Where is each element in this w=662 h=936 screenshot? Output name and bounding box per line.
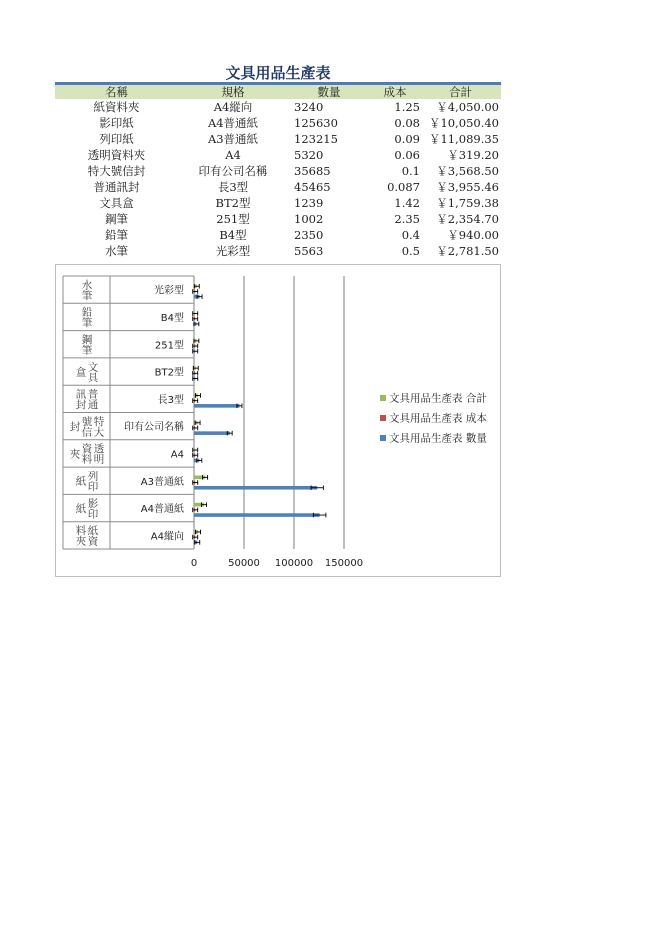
category-group-label: 號信 xyxy=(80,415,93,437)
cell-total: ￥2,354.70 xyxy=(436,212,499,226)
table-row xyxy=(55,115,501,131)
bar-quantity xyxy=(194,486,317,490)
cell-spec: B4型 xyxy=(219,228,247,242)
sheet-title: 文具用品生產表 xyxy=(225,64,331,82)
chart-area xyxy=(55,264,501,577)
header-name: 名稱 xyxy=(55,85,178,99)
header-cost: 成本 xyxy=(370,85,420,99)
cell-quantity: 1002 xyxy=(294,212,324,226)
category-tick-label: 光彩型 xyxy=(154,285,184,297)
cell-quantity: 125630 xyxy=(294,116,338,130)
category-group-label: 資料 xyxy=(80,442,93,464)
cell-spec: A4 xyxy=(225,148,241,162)
legend-label: 文具用品生產表 成本 xyxy=(389,412,487,425)
cell-cost: 1.42 xyxy=(394,196,420,210)
cell-spec: BT2型 xyxy=(215,196,251,210)
table-row xyxy=(55,243,501,259)
bar-quantity xyxy=(194,404,239,408)
legend-label: 文具用品生產表 數量 xyxy=(389,432,487,445)
category-group-label: 紙資 xyxy=(86,524,99,546)
category-group-label: 影印 xyxy=(86,497,99,519)
category-group-label: 夾 xyxy=(68,448,81,459)
header-quantity: 數量 xyxy=(288,85,370,99)
cell-spec: 印有公司名稱 xyxy=(198,164,268,178)
cell-total: ￥11,089.35 xyxy=(428,132,499,146)
category-tick-label: BT2型 xyxy=(154,367,184,379)
cell-name: 特大號信封 xyxy=(87,164,146,178)
cell-name: 水筆 xyxy=(105,244,128,258)
table-row xyxy=(55,99,501,115)
cell-total: ￥3,568.50 xyxy=(436,164,499,178)
cell-total: ￥2,781.50 xyxy=(436,244,499,258)
category-group-label: 封 xyxy=(68,420,81,432)
cell-spec: A3普通紙 xyxy=(207,132,259,146)
x-tick-label: 0 xyxy=(190,558,198,569)
cell-total: ￥10,050.40 xyxy=(428,116,499,130)
category-group-label: 鋼筆 xyxy=(80,333,93,355)
category-group-label: 鉛筆 xyxy=(80,306,93,328)
cell-cost: 0.1 xyxy=(401,164,420,178)
category-group-label: 紙 xyxy=(74,475,87,486)
table-row xyxy=(55,131,501,147)
header-spec: 規格 xyxy=(178,85,288,99)
cell-name: 紙資料夾 xyxy=(93,100,140,114)
category-tick-label: 印有公司名稱 xyxy=(124,422,184,434)
category-group-label: 文具 xyxy=(86,361,99,383)
category-group-label: 透明 xyxy=(92,442,105,464)
table-row xyxy=(55,211,501,227)
legend-swatch xyxy=(380,395,386,401)
cell-name: 鋼筆 xyxy=(105,212,128,226)
cell-name: 透明資料夾 xyxy=(87,148,146,162)
table-row xyxy=(55,227,501,243)
cell-name: 普通訊封 xyxy=(93,180,140,194)
table-row xyxy=(55,163,501,179)
category-tick-label: A3普通紙 xyxy=(140,476,184,488)
category-tick-label: A4普通紙 xyxy=(140,504,184,516)
cell-spec: 251型 xyxy=(216,212,250,226)
table-row xyxy=(55,179,501,195)
cell-cost: 0.5 xyxy=(401,244,420,258)
cell-quantity: 5563 xyxy=(294,244,324,258)
cell-total: ￥4,050.00 xyxy=(436,100,499,114)
cell-cost: 0.06 xyxy=(394,148,420,162)
x-tick-label: 50000 xyxy=(228,558,260,569)
cell-spec: 長3型 xyxy=(217,180,249,194)
cell-spec: A4縱向 xyxy=(213,100,253,114)
x-tick-label: 150000 xyxy=(324,558,364,569)
cell-name: 影印紙 xyxy=(99,116,134,130)
legend-swatch xyxy=(380,435,386,441)
cell-total: ￥319.20 xyxy=(447,148,499,162)
cell-cost: 0.08 xyxy=(394,116,420,130)
cell-name: 文具盒 xyxy=(99,196,134,210)
category-tick-label: A4縱向 xyxy=(150,531,184,543)
cell-spec: A4普通紙 xyxy=(207,116,259,130)
bar-chart xyxy=(56,265,500,576)
category-group-label: 列印 xyxy=(86,470,99,492)
cell-total: ￥1,759.38 xyxy=(436,196,499,210)
legend-label: 文具用品生產表 合計 xyxy=(389,392,487,405)
cell-quantity: 3240 xyxy=(294,100,324,114)
bar-quantity xyxy=(194,431,230,435)
cell-quantity: 45465 xyxy=(294,180,331,194)
cell-total: ￥940.00 xyxy=(447,228,499,242)
cell-quantity: 123215 xyxy=(294,132,338,146)
x-tick-label: 100000 xyxy=(274,558,314,569)
category-group-label: 特大 xyxy=(92,415,105,437)
category-tick-label: 長3型 xyxy=(157,394,184,406)
header-total: 合計 xyxy=(420,85,501,99)
table-row xyxy=(55,195,501,211)
legend-swatch xyxy=(380,415,386,421)
category-group-label: 普通 xyxy=(86,388,99,410)
category-group-label: 盒 xyxy=(74,366,87,377)
cell-quantity: 1239 xyxy=(294,196,324,210)
category-group-label: 水筆 xyxy=(80,279,93,301)
cell-cost: 0.087 xyxy=(387,180,420,194)
table-row xyxy=(55,147,501,163)
cell-name: 鉛筆 xyxy=(105,228,128,242)
table-header-row xyxy=(55,85,501,99)
bar-quantity xyxy=(194,513,320,517)
category-group-label: 訊封 xyxy=(74,388,87,410)
cell-quantity: 35685 xyxy=(294,164,331,178)
cell-total: ￥3,955.46 xyxy=(436,180,499,194)
production-table xyxy=(55,85,501,259)
cell-cost: 0.09 xyxy=(394,132,420,146)
category-group-label: 紙 xyxy=(74,502,87,514)
cell-cost: 1.25 xyxy=(394,100,420,114)
category-tick-label: B4型 xyxy=(160,312,184,324)
cell-cost: 0.4 xyxy=(401,228,420,242)
category-group-label: 料夾 xyxy=(74,524,87,546)
cell-name: 列印紙 xyxy=(99,132,134,146)
cell-quantity: 2350 xyxy=(294,228,324,242)
cell-quantity: 5320 xyxy=(294,148,324,162)
cell-cost: 2.35 xyxy=(394,212,420,226)
category-tick-label: 251型 xyxy=(154,340,184,352)
category-tick-label: A4 xyxy=(170,449,184,461)
cell-spec: 光彩型 xyxy=(215,244,251,258)
